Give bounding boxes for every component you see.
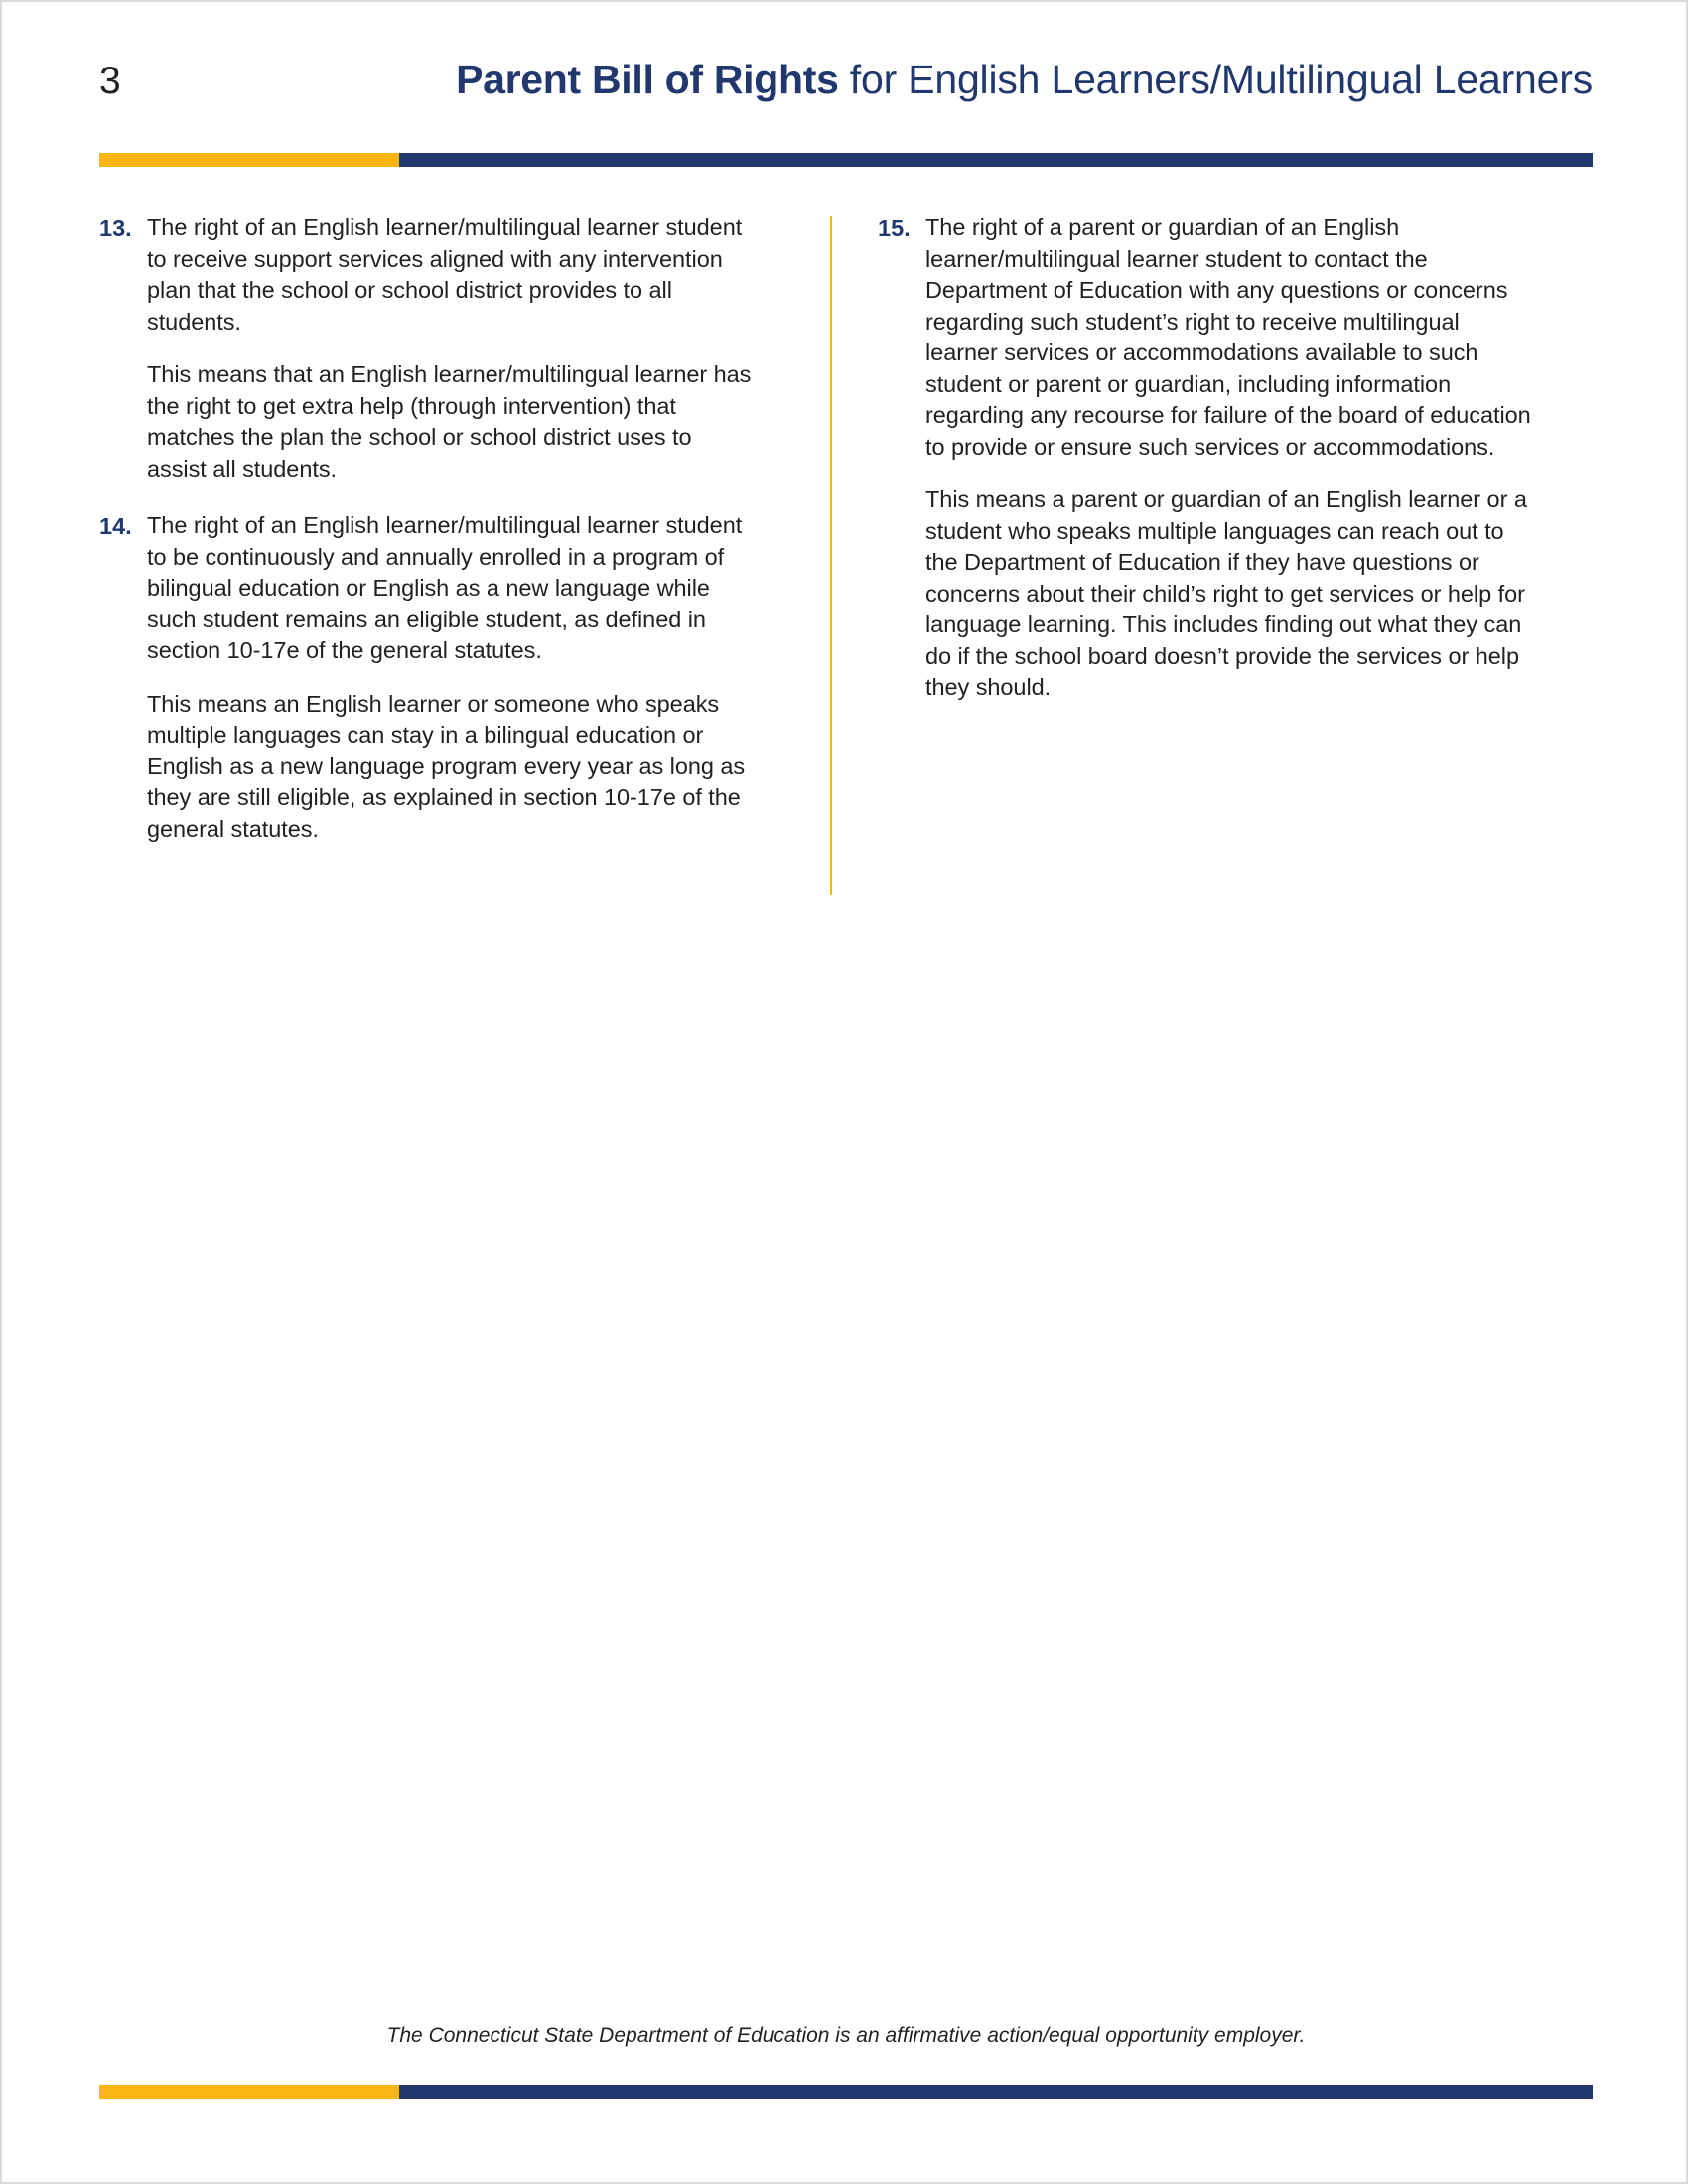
list-item-body [147,510,755,845]
list-item-number: 14. [99,513,132,539]
list-item [99,510,755,845]
left-column [99,212,786,845]
column-gap [786,212,878,845]
right-column [878,212,1533,845]
this-means-statement: This means that an English learner/multilingual learner has the right to get extra help (through intervention) that matches the plan the school or school district uses to assist all students. [147,361,752,481]
list-item-body [147,212,755,484]
list-item [99,212,755,484]
header-rule-yellow-segment [99,153,399,167]
this-means-statement: This means an English learner or someone who speaks multiple languages can stay in a bilingual education or English as a new language program every year as long as they are still eligible, as explained in section 10-17e of the general statutes. [147,690,746,842]
this-means-statement: This means a parent or guardian of an English learner or a student who speaks multiple languages can reach out to the Department of Education if they have questions or concerns about their child’s right to get services or help for language learning. This includes finding out what they can do if the school board doesn’t provide the services or help they should. [925,486,1527,700]
right-statement: The right of a parent or guardian of an English learner/multilingual learner student to contact the Department of Education with any questions or concerns regarding such student’s right to receive multilingual learner services or accommodations available to such student or parent or guardian, including information regarding any recourse for failure of the board of education to provide or ensure such services or accommodations. [925,214,1531,460]
header-rule [99,153,1593,167]
list-item-body [925,212,1533,704]
footer-rule-yellow-segment [99,2085,399,2099]
header-rule-blue-segment [399,153,1593,167]
footer-rule-blue-segment [399,2085,1593,2099]
body-columns [99,212,1593,845]
list-item [878,212,1533,704]
page-title-bold: Parent Bill of Rights [456,57,839,102]
page-number: 3 [99,60,121,102]
footer-rule [99,2085,1593,2099]
right-statement: The right of an English learner/multilingual learner student to be continuously and annually enrolled in a program of bilingual education or English as a new language while such student remains an eligible student, as defined in section 10-17e of the general statutes. [147,512,743,663]
list-item-number: 13. [99,215,132,241]
list-item-number: 15. [878,215,911,241]
right-statement: The right of an English learner/multilingual learner student to receive support services aligned with any intervention plan that the school or school district provides to all students. [147,214,743,335]
page-header [99,57,1593,121]
page-title [161,57,1593,102]
footer-disclaimer: The Connecticut State Department of Education is an affirmative action/equal opportunity employer. [386,2024,1306,2047]
page-title-light: for English Learners/Multilingual Learners [838,57,1593,102]
column-divider-rule [830,216,832,895]
